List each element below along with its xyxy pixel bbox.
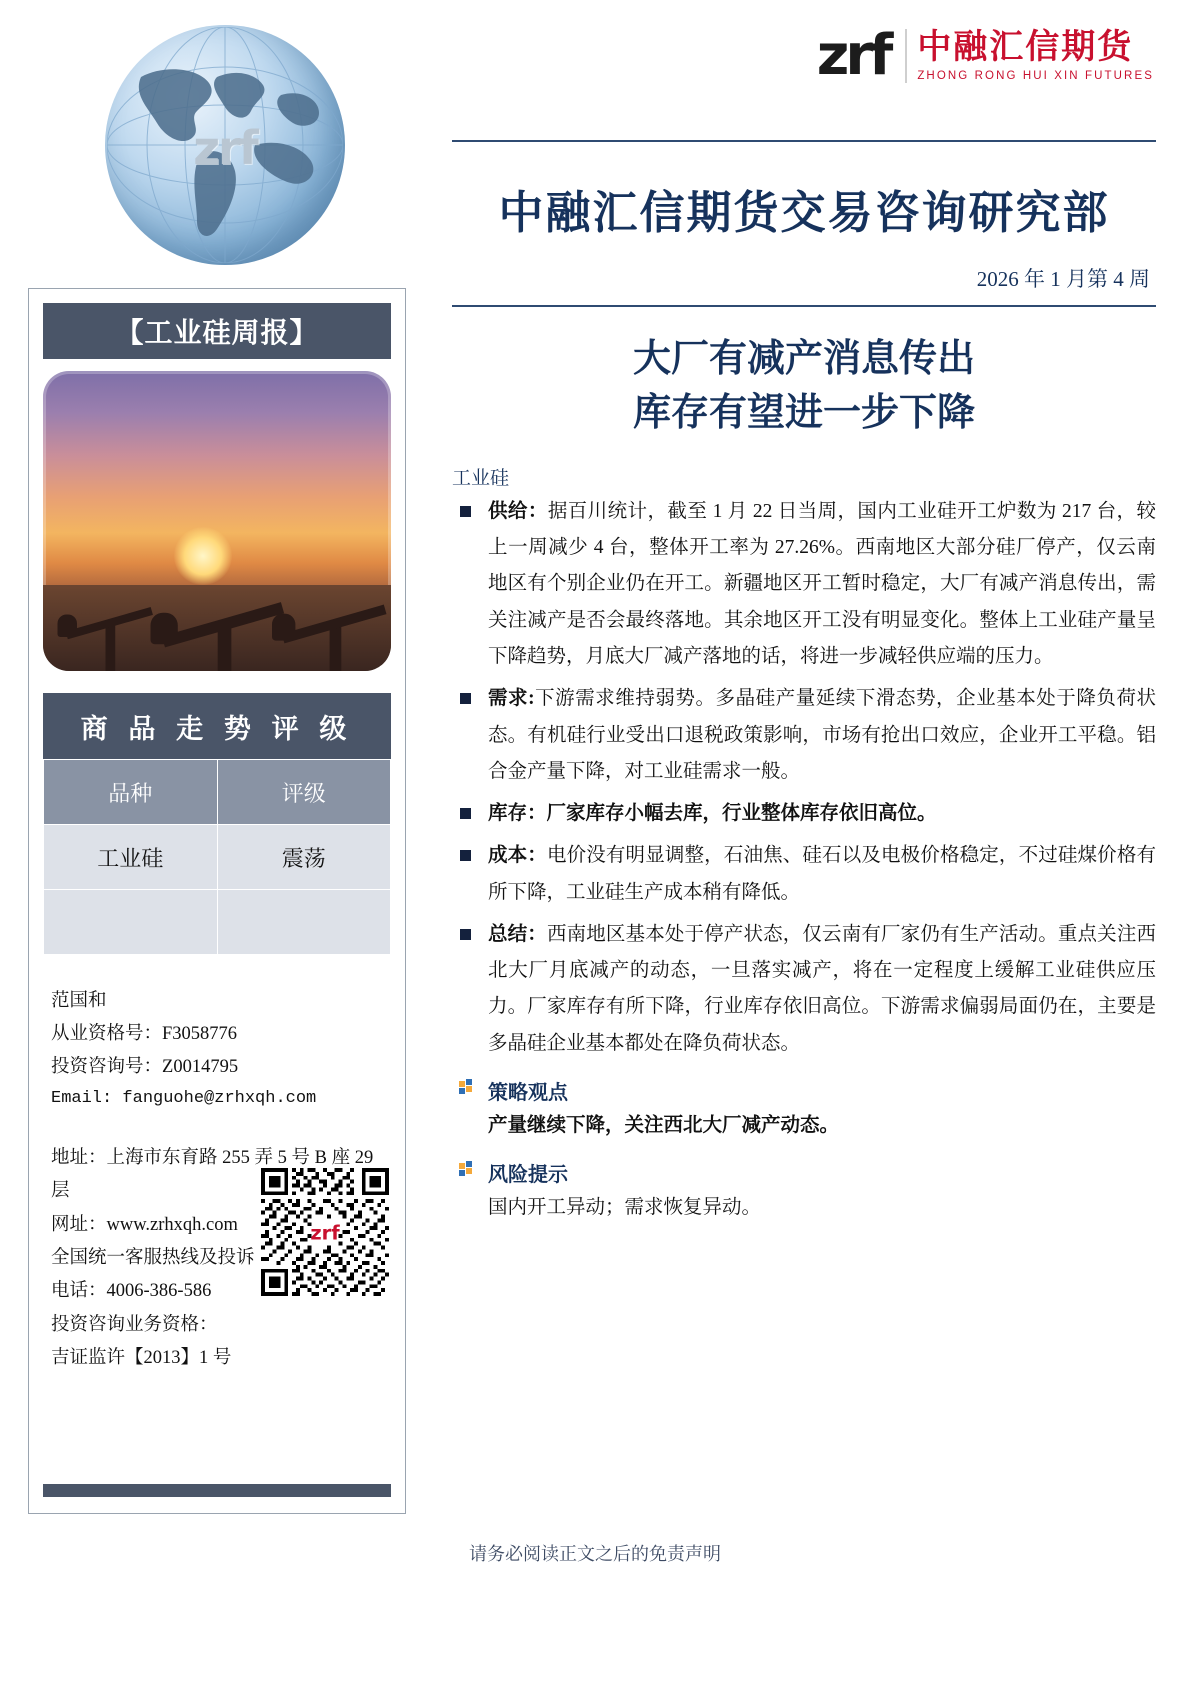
rating-table — [43, 759, 391, 955]
analyst-contact-block — [51, 985, 387, 1114]
section-label-commodity: 工业硅 — [452, 467, 510, 489]
bullet-inventory — [452, 796, 1156, 832]
subsection-title-text: 策略观点 — [488, 1081, 568, 1104]
bullet-text: 电价没有明显调整，石油焦、硅石以及电极价格稳定，不过硅煤价格有所下降，工业硅生产成本稍有降低。 — [488, 845, 1156, 903]
bullet-text: 西南地区基本处于停产状态，仅云南有厂家仍有生产活动。重点关注西北大厂月底减产的动态，一旦落实减产，将在一定程度上缓解工业硅供应压力。厂家库存有所下降，行业库存依旧高位。下游需求偏弱局面仍在，主要是多晶硅企业基本都处在降负荷状态。 — [488, 923, 1156, 1054]
headline-line-2: 库存有望进一步下降 — [632, 391, 975, 434]
report-main-column — [452, 0, 1156, 1226]
cell-variety: 工业硅 — [44, 825, 218, 890]
bullet-text: 厂家库存小幅去库，行业整体库存依旧高位。 — [546, 803, 937, 825]
company-phone: 电话：4006-386-586 — [51, 1281, 212, 1302]
square-bullet-icon — [460, 693, 471, 704]
company-address: 地址：上海市东育路 255 弄 5 号 B 座 29 层 — [51, 1148, 374, 1202]
company-globe-logo — [105, 25, 345, 265]
header-rule-top — [452, 140, 1156, 142]
subsection-risk-title — [452, 1158, 1156, 1187]
qr-code[interactable] — [261, 1168, 389, 1296]
rating-section — [43, 693, 391, 955]
email-label: Email: — [51, 1088, 113, 1108]
brand-mark: zrf — [816, 23, 890, 88]
company-website[interactable]: 网址：www.zrhxqh.com — [51, 1214, 238, 1235]
company-contact-block — [51, 1142, 387, 1375]
analysis-bullet-list — [452, 494, 1156, 1062]
cell-rating — [217, 890, 391, 955]
bullet-label: 总结： — [488, 923, 547, 945]
subsection-strategy-body: 产量继续下降，关注西北大厂减产动态。 — [488, 1114, 840, 1136]
analyst-qualification — [51, 1018, 387, 1051]
report-headline — [452, 333, 1156, 441]
square-bullet-icon — [460, 506, 471, 517]
square-bullet-icon — [460, 850, 471, 861]
qualification-number: F3058776 — [162, 1023, 238, 1044]
panel-footer-bar — [43, 1484, 391, 1497]
bullet-supply — [452, 494, 1156, 675]
diamond-marker-icon — [459, 1161, 473, 1177]
report-title-banner: 【工业硅周报】 — [43, 303, 391, 359]
analyst-email[interactable] — [51, 1084, 387, 1114]
consult-number: Z0014795 — [162, 1056, 239, 1077]
analyst-name: 范国和 — [51, 991, 107, 1011]
table-row — [44, 825, 391, 890]
column-header-rating: 评级 — [217, 760, 391, 825]
company-hotline-label: 全国统一客服热线及投诉 — [51, 1247, 255, 1268]
bullet-label: 库存： — [488, 803, 547, 825]
subsection-strategy-title — [452, 1076, 1156, 1105]
header-rule-bottom — [452, 305, 1156, 307]
disclaimer-text: 请务必阅读正文之后的免责声明 — [469, 1544, 721, 1564]
cell-rating: 震荡 — [217, 825, 391, 890]
bullet-demand — [452, 681, 1156, 790]
brand-name-cn: 中融汇信期货 — [917, 28, 1134, 67]
consult-label: 投资咨询号： — [51, 1056, 163, 1077]
bullet-text: 据百川统计，截至 1 月 22 日当周，国内工业硅开工炉数为 217 台，较上一周减少 4 台，整体开工率为 27.26%。西南地区大部分硅厂停产，仅云南地区有个别企业仍在开工。新疆地区开工暂时稳定，大厂有减产消息传出，需关注减产是否会最终落地。其余地区开工没有明显变化。整体上工业硅产量呈下降趋势，月底大厂减产落地的话，将进一步减轻供应端的压力。 — [488, 500, 1156, 667]
cell-variety — [44, 890, 218, 955]
rating-title: 商 品 走 势 评 级 — [43, 693, 391, 759]
qualification-label: 从业资格号： — [51, 1023, 163, 1044]
table-header-row — [44, 760, 391, 825]
analyst-consult — [51, 1051, 387, 1084]
sidebar-panel — [28, 288, 406, 1514]
square-bullet-icon — [460, 929, 471, 940]
globe-wordmark: zrf — [193, 121, 257, 175]
subsection-title-text: 风险提示 — [488, 1163, 568, 1186]
cover-photo — [43, 371, 391, 671]
department-title: 中融汇信期货交易咨询研究部 — [498, 188, 1110, 238]
bullet-summary — [452, 917, 1156, 1062]
subsection-risk-body: 国内开工异动；需求恢复异动。 — [488, 1196, 762, 1218]
sun-graphic — [174, 527, 232, 585]
issue-date: 2026 年 1 月第 4 周 — [976, 267, 1150, 291]
bullet-label: 成本： — [488, 845, 547, 867]
bullet-cost — [452, 838, 1156, 911]
bullet-label: 供给： — [488, 500, 548, 522]
square-bullet-icon — [460, 808, 471, 819]
brand-name-en: ZHONG RONG HUI XIN FUTURES — [917, 69, 1154, 82]
bullet-text: 下游需求维持弱势。多晶硅产量延续下滑态势，企业基本处于降负荷状态。有机硅行业受出口退税政策影响，市场有抢出口效应，企业开工平稳。铝合金产量下降，对工业硅需求一般。 — [488, 688, 1156, 782]
headline-line-1: 大厂有减产消息传出 — [632, 338, 975, 380]
email-address[interactable]: fanguohe@zrhxqh.com — [122, 1088, 317, 1108]
column-header-variety: 品种 — [44, 760, 218, 825]
company-license-label: 投资咨询业务资格： — [51, 1314, 218, 1335]
company-license-number: 吉证监许【2013】1 号 — [51, 1347, 232, 1368]
table-row — [44, 890, 391, 955]
diamond-marker-icon — [459, 1079, 473, 1095]
svg-text:zrf: zrf — [310, 1221, 340, 1245]
bullet-label: 需求: — [488, 688, 535, 710]
